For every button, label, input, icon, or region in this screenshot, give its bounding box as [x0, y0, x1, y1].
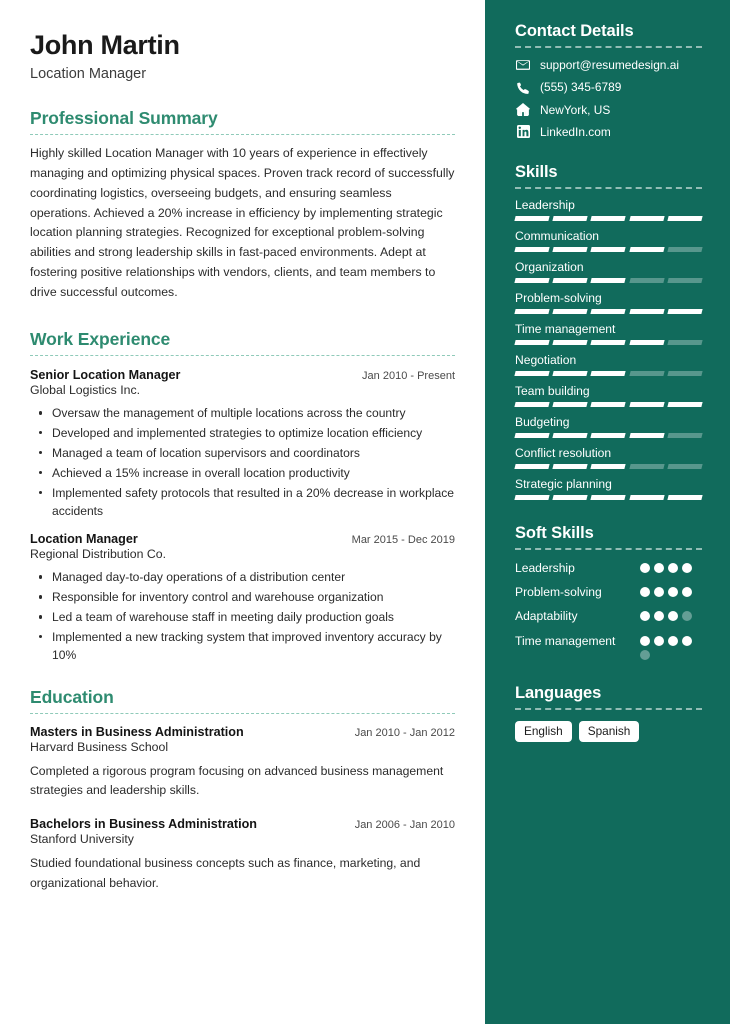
- education-school: Harvard Business School: [30, 739, 169, 754]
- skill-segment: [591, 371, 626, 376]
- skill-segment: [591, 278, 626, 283]
- skill-segment: [667, 340, 702, 345]
- skill-segment: [591, 247, 626, 252]
- skills-list: [515, 198, 702, 500]
- bullet-item: Implemented safety protocols that resulted in a 20% decrease in workplace accidents: [52, 484, 455, 521]
- skill-segment: [667, 278, 702, 283]
- skill-item: [515, 229, 702, 252]
- contact-row-location[interactable]: [515, 103, 702, 117]
- skill-level-bar: [515, 371, 702, 376]
- soft-skill-label: Problem-solving: [515, 585, 602, 600]
- bullet-item: Managed a team of location supervisors and coordinators: [52, 444, 455, 462]
- skill-segment: [629, 309, 664, 314]
- skill-item: [515, 477, 702, 500]
- bullet-item: Achieved a 15% increase in overall location productivity: [52, 464, 455, 482]
- bullet-item: Implemented a new tracking system that improved inventory accuracy by 10%: [52, 628, 455, 665]
- skill-segment: [514, 278, 549, 283]
- rating-dot: [654, 587, 664, 597]
- education-entry-header: [30, 817, 455, 831]
- professional-summary-section: [30, 108, 455, 303]
- soft-skill-item: [515, 608, 702, 625]
- work-entry-organization: Regional Distribution Co.: [30, 547, 167, 562]
- skill-segment: [514, 216, 549, 221]
- skill-segment: [667, 216, 702, 221]
- skill-level-bar: [515, 464, 702, 469]
- skill-label: Leadership: [515, 198, 575, 213]
- skill-label: Team building: [515, 384, 590, 399]
- rating-dot: [668, 636, 678, 646]
- skill-level-bar: [515, 309, 702, 314]
- skill-segment: [629, 247, 664, 252]
- education-entry: [30, 725, 455, 801]
- professional-summary-heading: Professional Summary: [30, 107, 218, 128]
- skill-segment: [553, 495, 588, 500]
- contact-linkedin-value: LinkedIn.com: [540, 124, 611, 139]
- skill-segment: [514, 402, 549, 407]
- bullet-item: Responsible for inventory control and warehouse organization: [52, 588, 455, 606]
- work-experience-section: [30, 329, 455, 665]
- rating-dot: [668, 563, 678, 573]
- education-degree: Masters in Business Administration: [30, 724, 244, 739]
- skill-item: [515, 291, 702, 314]
- skill-item: [515, 198, 702, 221]
- sidebar-divider: [515, 46, 702, 48]
- bullet-item: Managed day-to-day operations of a distribution center: [52, 568, 455, 586]
- skill-segment: [591, 216, 626, 221]
- work-entry: [30, 368, 455, 520]
- education-description: Studied foundational business concepts such as finance, marketing, and organizational behavior.: [30, 856, 421, 890]
- skill-segment: [629, 495, 664, 500]
- skills-heading: Skills: [515, 163, 558, 182]
- skill-segment: [553, 278, 588, 283]
- education-section: [30, 687, 455, 893]
- rating-dot: [640, 563, 650, 573]
- linkedin-icon: [515, 125, 531, 139]
- skill-label: Negotiation: [515, 353, 577, 368]
- skill-segment: [629, 371, 664, 376]
- work-entry-title: Location Manager: [30, 532, 138, 547]
- language-chip: Spanish: [579, 721, 640, 743]
- work-entry-header: [30, 532, 455, 546]
- education-entry-header: [30, 725, 455, 739]
- skill-label: Organization: [515, 260, 584, 275]
- soft-skill-item: [515, 584, 702, 601]
- work-entry: [30, 532, 455, 664]
- rating-dot: [682, 636, 692, 646]
- rating-dot: [640, 636, 650, 646]
- work-entry-organization: Global Logistics Inc.: [30, 383, 141, 398]
- soft-skills-section: [515, 524, 702, 660]
- sidebar-divider: [515, 187, 702, 189]
- work-entry-date: Jan 2010 - Present: [362, 370, 455, 383]
- skill-segment: [629, 340, 664, 345]
- skill-item: [515, 415, 702, 438]
- education-date: Jan 2010 - Jan 2012: [354, 726, 455, 739]
- skill-segment: [553, 216, 588, 221]
- soft-skill-label: Time management: [515, 633, 616, 648]
- work-entry-title: Senior Location Manager: [30, 368, 181, 383]
- soft-skills-list: [515, 560, 702, 660]
- skill-segment: [553, 433, 588, 438]
- skill-segment: [591, 309, 626, 314]
- skill-level-bar: [515, 433, 702, 438]
- skill-item: [515, 353, 702, 376]
- skill-segment: [591, 495, 626, 500]
- skill-label: Conflict resolution: [515, 446, 612, 461]
- skill-item: [515, 384, 702, 407]
- soft-skill-item: [515, 633, 702, 660]
- soft-skill-rating: [640, 633, 702, 660]
- education-degree: Bachelors in Business Administration: [30, 817, 257, 832]
- soft-skills-heading: Soft Skills: [515, 524, 594, 543]
- skill-segment: [514, 495, 549, 500]
- rating-dot: [668, 587, 678, 597]
- work-entry-bullets: [30, 568, 455, 664]
- languages-heading: Languages: [515, 683, 602, 702]
- section-divider: [30, 134, 455, 135]
- skill-level-bar: [515, 340, 702, 345]
- contact-row-linkedin[interactable]: [515, 125, 702, 139]
- skill-segment: [553, 247, 588, 252]
- languages-list: [515, 721, 702, 743]
- envelope-icon: [515, 58, 531, 72]
- contact-details-section: [515, 22, 702, 139]
- contact-row-phone[interactable]: [515, 80, 702, 94]
- skill-segment: [553, 402, 588, 407]
- rating-dot: [682, 611, 692, 621]
- rating-dot: [654, 636, 664, 646]
- skill-item: [515, 322, 702, 345]
- skill-segment: [514, 309, 549, 314]
- skill-segment: [514, 433, 549, 438]
- work-entry-header: [30, 368, 455, 382]
- skill-segment: [629, 402, 664, 407]
- skill-segment: [591, 464, 626, 469]
- skill-item: [515, 260, 702, 283]
- education-heading: Education: [30, 686, 114, 707]
- skill-level-bar: [515, 247, 702, 252]
- sidebar-divider: [515, 548, 702, 550]
- skill-segment: [667, 495, 702, 500]
- skill-segment: [667, 433, 702, 438]
- soft-skill-label: Leadership: [515, 561, 575, 576]
- rating-dot: [682, 587, 692, 597]
- rating-dot: [640, 587, 650, 597]
- soft-skill-rating: [640, 560, 702, 573]
- skill-level-bar: [515, 278, 702, 283]
- language-chip: English: [515, 721, 572, 743]
- education-date: Jan 2006 - Jan 2010: [354, 819, 455, 832]
- home-icon: [515, 103, 531, 117]
- skill-segment: [591, 340, 626, 345]
- skill-segment: [667, 309, 702, 314]
- rating-dot: [682, 563, 692, 573]
- skill-segment: [553, 340, 588, 345]
- contact-email-value: support@resumedesign.ai: [540, 58, 679, 72]
- section-divider: [30, 355, 455, 356]
- skill-segment: [629, 216, 664, 221]
- skill-segment: [514, 340, 549, 345]
- skill-level-bar: [515, 216, 702, 221]
- bullet-item: Developed and implemented strategies to optimize location efficiency: [52, 424, 455, 442]
- contact-phone-value: (555) 345-6789: [540, 80, 622, 95]
- skill-segment: [553, 464, 588, 469]
- skill-segment: [667, 464, 702, 469]
- skill-segment: [629, 464, 664, 469]
- education-description: Completed a rigorous program focusing on advanced business management strategies and leadership skills.: [30, 763, 444, 797]
- sidebar: [485, 0, 730, 1024]
- skill-segment: [629, 278, 664, 283]
- soft-skill-rating: [640, 584, 702, 597]
- skill-segment: [667, 371, 702, 376]
- work-entry-bullets: [30, 404, 455, 520]
- languages-section: [515, 684, 702, 743]
- skills-section: [515, 163, 702, 500]
- soft-skill-label: Adaptability: [515, 609, 578, 624]
- soft-skill-item: [515, 560, 702, 577]
- skill-label: Budgeting: [515, 415, 570, 430]
- skill-label: Strategic planning: [515, 477, 612, 492]
- candidate-name: John Martin: [30, 30, 180, 60]
- skill-level-bar: [515, 495, 702, 500]
- contact-row-email[interactable]: [515, 58, 702, 72]
- rating-dot: [640, 611, 650, 621]
- skill-segment: [591, 402, 626, 407]
- skill-segment: [553, 309, 588, 314]
- work-entry-date: Mar 2015 - Dec 2019: [351, 534, 455, 547]
- header-block: [30, 30, 455, 82]
- professional-summary-text: Highly skilled Location Manager with 10 years of experience in effectively managing and optimizing physical spaces. Proven track record of successfully coordinating logistics, overseeing budgets, and ensuring seamless operations. Achieved a 20% increase in efficiency by implementing strategic location planning strategies. Recognized for exceptional problem-solving abilities and strong leadership skills in fast-paced environments. Adept at fostering positive relationships with vendors, clients, and team members to drive successful outcomes.: [30, 145, 455, 300]
- skill-segment: [629, 433, 664, 438]
- phone-icon: [515, 80, 531, 94]
- skill-segment: [667, 247, 702, 252]
- skill-level-bar: [515, 402, 702, 407]
- education-entry: [30, 817, 455, 893]
- rating-dot: [654, 563, 664, 573]
- contact-details-heading: Contact Details: [515, 22, 634, 40]
- education-school: Stanford University: [30, 832, 134, 847]
- skill-label: Time management: [515, 322, 616, 337]
- rating-dot: [654, 611, 664, 621]
- skill-segment: [591, 433, 626, 438]
- candidate-job-title: Location Manager: [30, 65, 147, 82]
- contact-location-value: NewYork, US: [540, 102, 611, 117]
- sidebar-divider: [515, 708, 702, 710]
- bullet-item: Oversaw the management of multiple locations across the country: [52, 404, 455, 422]
- soft-skill-rating: [640, 608, 702, 621]
- skill-segment: [553, 371, 588, 376]
- rating-dot: [640, 650, 650, 660]
- work-experience-heading: Work Experience: [30, 329, 171, 350]
- skill-label: Communication: [515, 229, 600, 244]
- skill-segment: [514, 464, 549, 469]
- rating-dot: [668, 611, 678, 621]
- bullet-item: Led a team of warehouse staff in meeting daily production goals: [52, 608, 455, 626]
- skill-segment: [514, 247, 549, 252]
- contact-list: [515, 58, 702, 139]
- section-divider: [30, 713, 455, 714]
- skill-label: Problem-solving: [515, 291, 602, 306]
- skill-segment: [514, 371, 549, 376]
- skill-item: [515, 446, 702, 469]
- skill-segment: [667, 402, 702, 407]
